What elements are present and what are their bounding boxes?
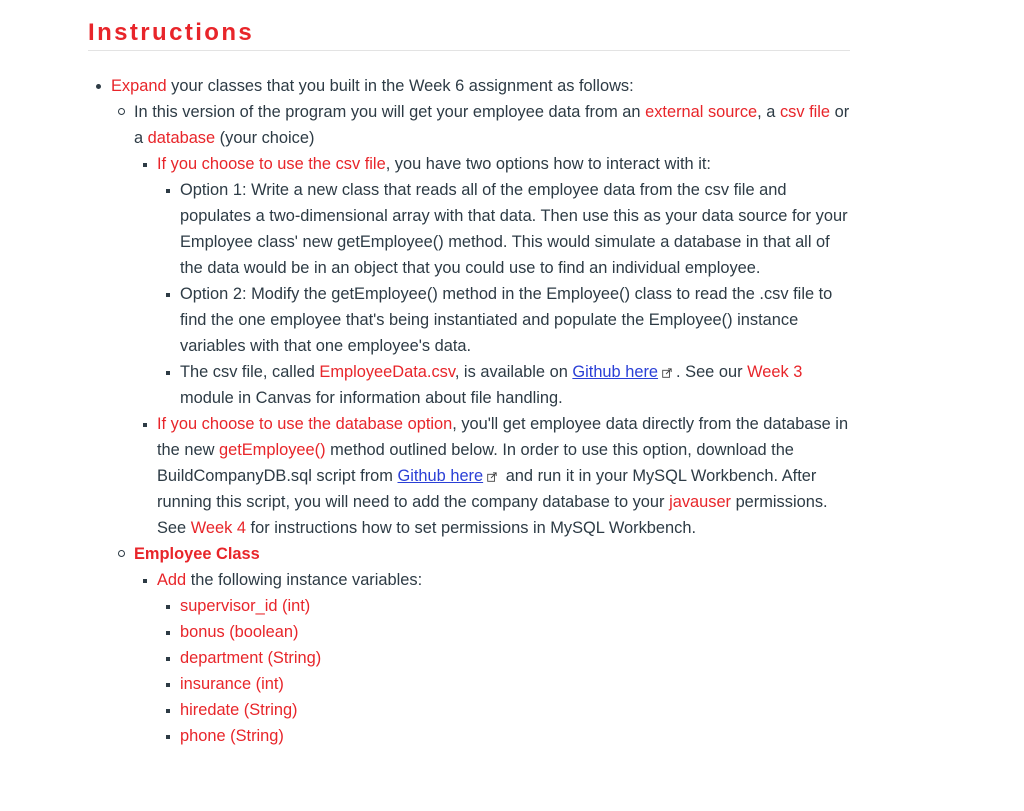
source-text-3: or a <box>134 103 850 147</box>
github-link-csv[interactable]: Github here <box>572 363 659 381</box>
csv-file-keyword: csv file <box>779 103 831 121</box>
variable-item: phone (String) <box>180 723 850 749</box>
csv-file-text-4: module in Canvas for information about file handling. <box>180 389 563 407</box>
page-title: Instructions <box>88 18 850 51</box>
employee-class-sublist <box>134 567 850 749</box>
variable-item: insurance (int) <box>180 671 850 697</box>
instructions-page <box>88 0 850 749</box>
variable-item: department (String) <box>180 645 850 671</box>
database-keyword: database <box>147 129 216 147</box>
db-text-1: , you'll get employee data directly from the database in the new <box>157 415 849 459</box>
variable-item: hiredate (String) <box>180 697 850 723</box>
variable-item: supervisor_id (int) <box>180 593 850 619</box>
list-item-database-choice <box>157 411 850 541</box>
get-employee-keyword: getEmployee() <box>218 441 326 459</box>
database-choice-keyword: If you choose to use the database option <box>157 415 453 433</box>
db-text-4: permissions. See <box>157 493 828 537</box>
add-keyword: Add <box>157 571 187 589</box>
employee-class-heading: Employee Class <box>134 545 260 563</box>
source-text-1: In this version of the program you will get your employee data from an <box>134 103 646 121</box>
expand-text: your classes that you built in the Week 6 assignment as follows: <box>166 77 634 95</box>
list-item-option-1: Option 1: Write a new class that reads all of the employee data from the csv file and populates a two-dimensional array with that data. Then use this as your data source for your Employee class' new getEmployee() method. This would simulate a database in that all of the data would be in an object that you could use to find an individual employee. <box>180 177 850 281</box>
list-item-add-variables <box>157 567 850 749</box>
list-item-expand <box>111 73 850 749</box>
list-item-csv-choice <box>157 151 850 411</box>
expand-keyword: Expand <box>111 77 167 95</box>
list-item-employee-class <box>134 541 850 749</box>
source-text-2: , a <box>757 103 780 121</box>
data-source-sublist <box>134 151 850 541</box>
instructions-list <box>88 73 850 749</box>
list-item-data-source <box>134 99 850 541</box>
week-3-keyword: Week 3 <box>747 363 803 381</box>
db-text-5: for instructions how to set permissions in MySQL Workbench. <box>246 519 697 537</box>
csv-choice-keyword: If you choose to use the csv file <box>157 155 386 173</box>
db-text-3: and run it in your MySQL Workbench. After running this script, you will need to add the company database to your <box>157 467 817 511</box>
variable-item: bonus (boolean) <box>180 619 850 645</box>
instance-variables-list <box>157 593 850 749</box>
csv-choice-text: , you have two options how to interact with it: <box>385 155 711 173</box>
external-link-icon <box>487 472 497 482</box>
db-text-2: method outlined below. In order to use this option, download the BuildCompanyDB.sql script from <box>157 441 794 485</box>
github-link-db[interactable]: Github here <box>397 467 484 485</box>
list-item-csv-file <box>180 359 850 411</box>
external-source-keyword: external source <box>645 103 758 121</box>
csv-file-text-3: . See our <box>676 363 748 381</box>
week-4-keyword: Week 4 <box>190 519 246 537</box>
source-text-4: (your choice) <box>215 129 315 147</box>
add-text: the following instance variables: <box>186 571 423 589</box>
list-item-option-2: Option 2: Modify the getEmployee() method in the Employee() class to read the .csv file to find the one employee that's being instantiated and populate the Employee() instance variables with that one employee's data. <box>180 281 850 359</box>
csv-file-text-2: , is available on <box>454 363 573 381</box>
external-link-icon <box>662 368 672 378</box>
csv-options-list <box>157 177 850 411</box>
employee-data-csv-keyword: EmployeeData.csv <box>319 363 455 381</box>
expand-sublist <box>111 99 850 749</box>
csv-file-text-1: The csv file, called <box>180 363 320 381</box>
javauser-keyword: javauser <box>669 493 732 511</box>
